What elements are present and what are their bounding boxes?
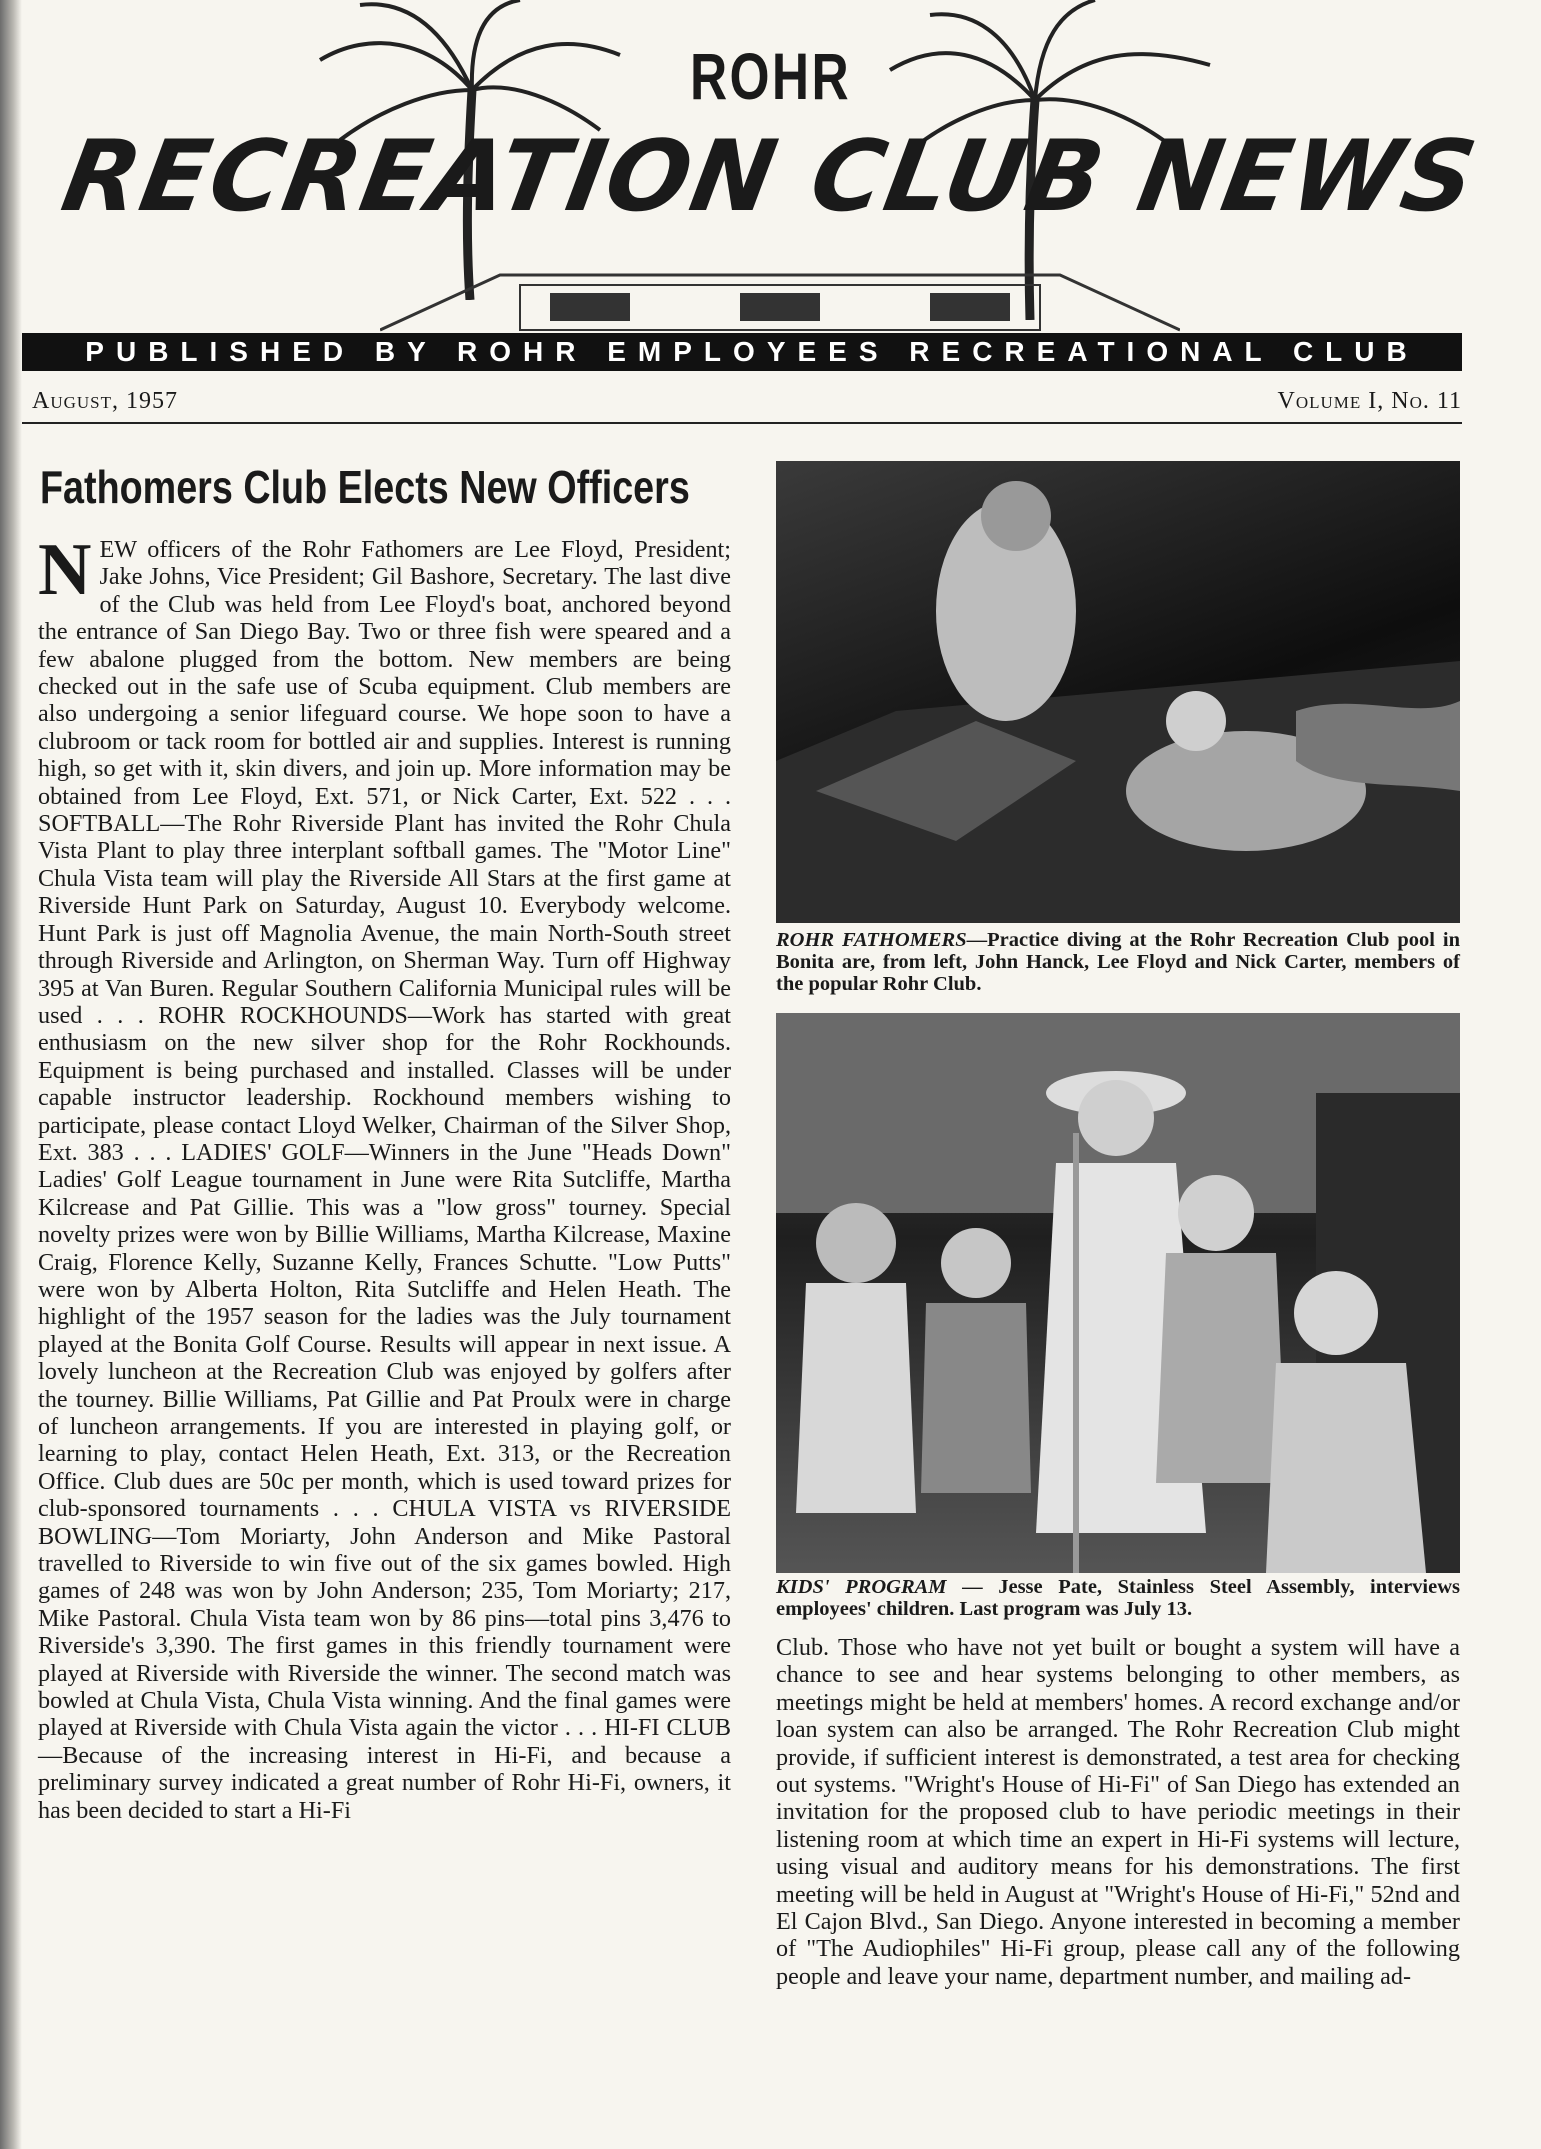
article-column-right	[776, 1634, 1460, 1990]
volume-number: Volume I, No. 11	[1277, 388, 1462, 414]
caption-fathomers-text: —Practice diving at the Rohr Recreation Club pool in Bonita are, from left, John Hanck, Lee Floyd and Nick Carter, members of the popular Rohr Club.	[776, 929, 1460, 995]
caption-fathomers-lead: ROHR FATHOMERS	[776, 929, 967, 951]
dateline-rule	[22, 422, 1462, 424]
article-column-left	[38, 529, 731, 1824]
kids-photo-illustration	[776, 1013, 1460, 1573]
masthead-rohr: ROHR	[690, 39, 851, 113]
drop-cap: N	[38, 529, 92, 611]
article-headline: Fathomers Club Elects New Officers	[40, 461, 690, 513]
caption-kids-text: — Jesse Pate, Stainless Steel Assembly, interviews employees' children. Last program was July 13.	[776, 1576, 1460, 1620]
masthead	[0, 0, 1541, 330]
diving-photo-illustration	[776, 461, 1460, 923]
publisher-banner: PUBLISHED BY ROHR EMPLOYEES RECREATIONAL CLUB	[22, 333, 1462, 371]
photo-fathomers-diving	[776, 461, 1460, 923]
article-body-right: Club. Those who have not yet built or bought a system will have a chance to see and hear systems belonging to other members, as meetings might be held at members' homes. A record exchange and/or loan system can also be arranged. The Rohr Recreation Club might provide, if sufficient interest is demonstrated, a test area for checking out systems. "Wright's House of Hi-Fi" of San Diego has extended an invitation for the proposed club to have periodic meetings in their listening room at which time an expert in Hi-Fi systems will lecture, using visual and auditory means for his demonstrations. The first meeting will be held in August at "Wright's House of Hi-Fi," 52nd and El Cajon Blvd., San Diego. Anyone interested in becoming a member of "The Audiophiles" Hi-Fi group, please call any of the following people and leave your name, department number, and mailing ad-	[776, 1634, 1460, 1990]
caption-kids-lead: KIDS' PROGRAM	[776, 1576, 947, 1598]
caption-fathomers	[776, 929, 1460, 995]
clubhouse-illustration	[380, 235, 1180, 335]
article-body-left: EW officers of the Rohr Fathomers are Lee Floyd, President; Jake Johns, Vice President; Gil Bashore, Secretary. The last dive of the Club was held from Lee Floyd's boat, anchored beyond the entrance of San Diego Bay. Two or three fish were speared and a few abalone plugged from the bottom. New members are being checked out in the safe use of Scuba equipment. Club members are also undergoing a senior lifeguard course. We hope soon to have a clubroom or tack room for bottled air and supplies. Interest is running high, so get with it, skin divers, and join up. More information may be obtained from Lee Floyd, Ext. 571, or Nick Carter, Ext. 522 . . . SOFTBALL—The Rohr Riverside Plant has invited the Rohr Chula Vista Plant to play three interplant softball games. The "Motor Line" Chula Vista team will play the Riverside All Stars at the first game at Riverside Hunt Park on Saturday, August 10. Everybody welcome. Hunt Park is just off Magnolia Avenue, the main North-South street through Riverside and Arlington, on Sherman Way. Turn off Highway 395 at Van Buren. Regular Southern California Municipal rules will be used . . . ROHR ROCKHOUNDS—Work has started with great enthusiasm on the new silver shop for the Rohr Rockhounds. Equipment is being purchased and installed. Classes will be under capable instructor leadership. Rockhound members wishing to participate, please contact Lloyd Welker, Chairman of the Silver Shop, Ext. 383 . . . LADIES' GOLF—Winners in the June "Heads Down" Ladies' Golf League tournament in June were Rita Sutcliffe, Martha Kilcrease and Pat Gillie. This was a "low gross" tourney. Special novelty prizes were won by Billie Williams, Martha Kilcrease, Maxine Craig, Florence Kelly, Suzanne Kelly, Frances Schutte. "Low Putts" were won by Alberta Holton, Rita Sutcliffe and Helen Heath. The highlight of the 1957 season for the ladies was the July tournament played at the Bonita Golf Course. Results will appear in next issue. A lovely luncheon at the Recreation Club was enjoyed by golfers after the tourney. Billie Williams, Pat Gillie and Pat Proulx were in charge of luncheon arrangements. If you are interested in playing golf, or learning to play, contact Helen Heath, Ext. 313, or the Recreation Office. Club dues are 50c per month, which is used toward prizes for club-sponsored tournaments . . . CHULA VISTA vs RIVERSIDE BOWLING—Tom Moriarty, John Anderson and Mike Pastoral travelled to Riverside to win five out of the six games bowled. High games of 248 was won by John Anderson; 235, Tom Moriarty; 217, Mike Pastoral. Chula Vista team won by 86 pins—total pins 3,476 to Riverside's 3,390. The first games in this friendly tournament were played at Riverside with Riverside the winner. The second match was bowled at Chula Vista, Chula Vista winning. And the final games were played at Riverside with Chula Vista again the victor . . . HI-FI CLUB—Because of the increasing interest in Hi-Fi, and because a preliminary survey indicated a great number of Rohr Hi-Fi, owners, it has been decided to start a Hi-Fi	[38, 536, 731, 1824]
photo-kids-program	[776, 1013, 1460, 1573]
issue-date: August, 1957	[32, 388, 179, 414]
masthead-title: RECREATION CLUB NEWS	[54, 120, 1486, 234]
caption-kids-program	[776, 1576, 1460, 1620]
